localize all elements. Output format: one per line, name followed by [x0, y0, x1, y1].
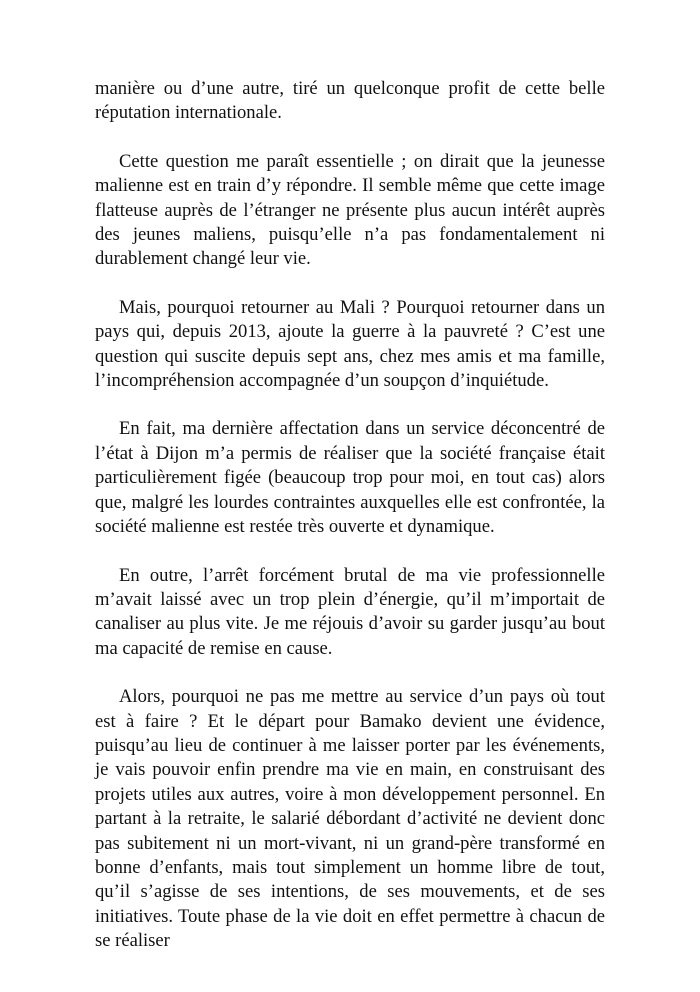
paragraph: Mais, pourquoi retourner au Mali ? Pourquoi retourner dans un pays qui, depuis 2013, ajoute la guerre à la pauvreté ? C’est une question qui suscite depuis sept ans, chez mes amis et ma famille, l’incompréhension accompagnée d’un soupçon d’inquiétude. — [95, 296, 605, 392]
paragraph: En outre, l’arrêt forcément brutal de ma vie professionnelle m’avait laissé avec un trop plein d’énergie, qu’il m’importait de canaliser au plus vite. Je me réjouis d’avoir su garder jusqu’au bout ma capacité de remise en cause. — [95, 564, 605, 659]
paragraph: En fait, ma dernière affectation dans un service déconcentré de l’état à Dijon m’a permis de réaliser que la société française était particulièrement figée (beaucoup trop pour moi, en tout cas) alors que, malgré les lourdes contraintes auxquelles elle est confrontée, la société malienne est restée très ouverte et dynamique. — [95, 418, 605, 538]
paragraph: Cette question me paraît essentielle ; on dirait que la jeunesse malienne est en train d’y répondre. Il semble même que cette image flatteuse auprès de l’étranger ne présente plus aucun intérêt auprès des jeunes maliens, puisqu’elle n’a pas fondamentalement ni durablement changé leur vie. — [95, 150, 605, 270]
body-text — [95, 77, 605, 954]
paragraph: Alors, pourquoi ne pas me mettre au service d’un pays où tout est à faire ? Et le départ pour Bamako devient une évidence, puisqu’au lieu de continuer à me laisser porter par les événements, je vais pouvoir enfin prendre ma vie en main, en construisant des projets utiles aux autres, voire à mon développement personnel. En partant à la retraite, le salarié débordant d’activité ne devient donc pas subitement ni un mort-vivant, ni un grand-père transformé en bonne d’enfants, mais tout simplement un homme libre de tout, qu’il s’agisse de ses intentions, de ses mouvements, et de ses initiatives. Toute phase de la vie doit en effet permettre à chacun de se réaliser — [95, 686, 605, 952]
paragraph-continued: manière ou d’une autre, tiré un quelconque profit de cette belle réputation internationale. — [95, 78, 605, 124]
